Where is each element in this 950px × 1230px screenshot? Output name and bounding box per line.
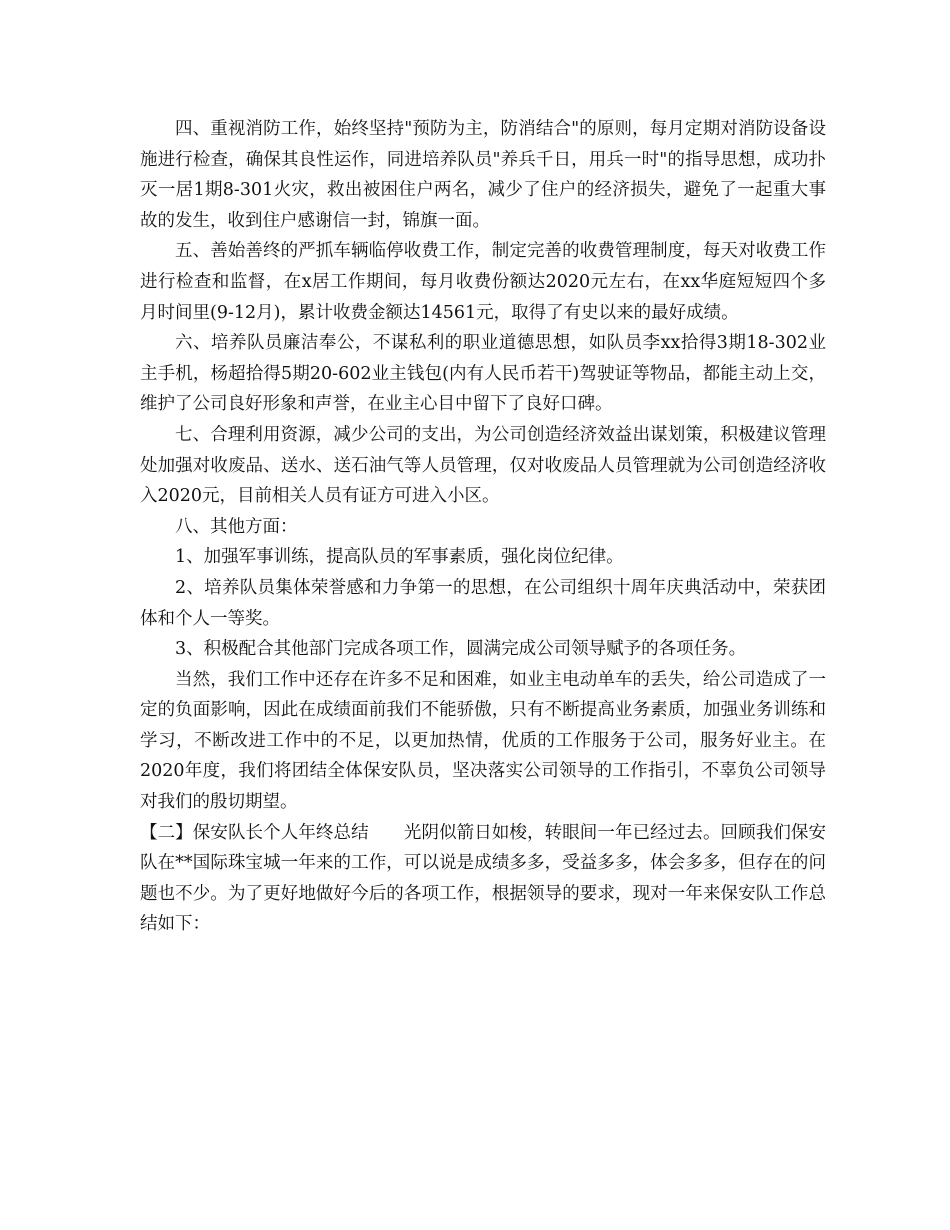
list-item-honor: 2、培养队员集体荣誉感和力争第一的思想，在公司组织十周年庆典活动中，荣获团体和个人一等奖。 [140, 577, 826, 629]
list-item-cooperation: 3、积极配合其他部门完成各项工作，圆满完成公司领导赋予的各项任务。 [175, 639, 747, 660]
document-body [140, 114, 826, 940]
paragraph-resources: 七、合理利用资源，减少公司的支出，为公司创造经济效益出谋划策，积极建议管理处加强对收废品、送水、送石油气等人员管理，仅对收废品人员管理就为公司创造经济收入2020元，目前相关人员有证方可进入小区。 [140, 424, 826, 507]
list-item-training: 1、加强军事训练，提高队员的军事素质，强化岗位纪律。 [175, 547, 624, 568]
paragraph-integrity: 六、培养队员廉洁奉公，不谋私利的职业道德思想，如队员李xx拾得3期18-302业主手机，杨超拾得5期20-602业主钱包(内有人民币若干)驾驶证等物品，都能主动上交，维护了公司良好形象和声誉，在业主心目中留下了良好口碑。 [140, 333, 826, 415]
paragraph-shortcomings: 当然，我们工作中还存在许多不足和困难，如业主电动单车的丢失，给公司造成了一定的负面影响，因此在成绩面前我们不能骄傲，只有不断提高业务素质，加强业务训练和学习，不断改进工作中的不足，以更加热情，优质的工作服务于公司，服务好业主。在2020年度，我们将团结全体保安队员，坚决落实公司领导的工作指引，不辜负公司领导对我们的殷切期望。 [140, 669, 826, 813]
paragraph-section-two: 【二】保安队长个人年终总结 光阴似箭日如梭，转眼间一年已经过去。回顾我们保安队在**国际珠宝城一年来的工作，可以说是成绩多多，受益多多，体会多多，但存在的问题也不少。为了更好地做好今后的各项工作，根据领导的要求，现对一年来保安队工作总结如下： [140, 822, 826, 935]
paragraph-fire-safety: 四、重视消防工作，始终坚持"预防为主，防消结合"的原则，每月定期对消防设备设施进行检查，确保其良性运作，同进培养队员"养兵千日，用兵一时"的指导思想，成功扑灭一居1期8-301火灾，救出被困住户两名，减少了住户的经济损失，避免了一起重大事故的发生，收到住户感谢信一封，锦旗一面。 [140, 119, 826, 231]
paragraph-parking-fees: 五、善始善终的严抓车辆临停收费工作，制定完善的收费管理制度，每天对收费工作进行检查和监督，在x居工作期间，每月收费份额达2020元左右，在xx华庭短短四个多月时间里(9-12月)，累计收费金额达14561元，取得了有史以来的最好成绩。 [140, 241, 826, 323]
paragraph-other-aspects: 八、其他方面： [175, 516, 298, 537]
